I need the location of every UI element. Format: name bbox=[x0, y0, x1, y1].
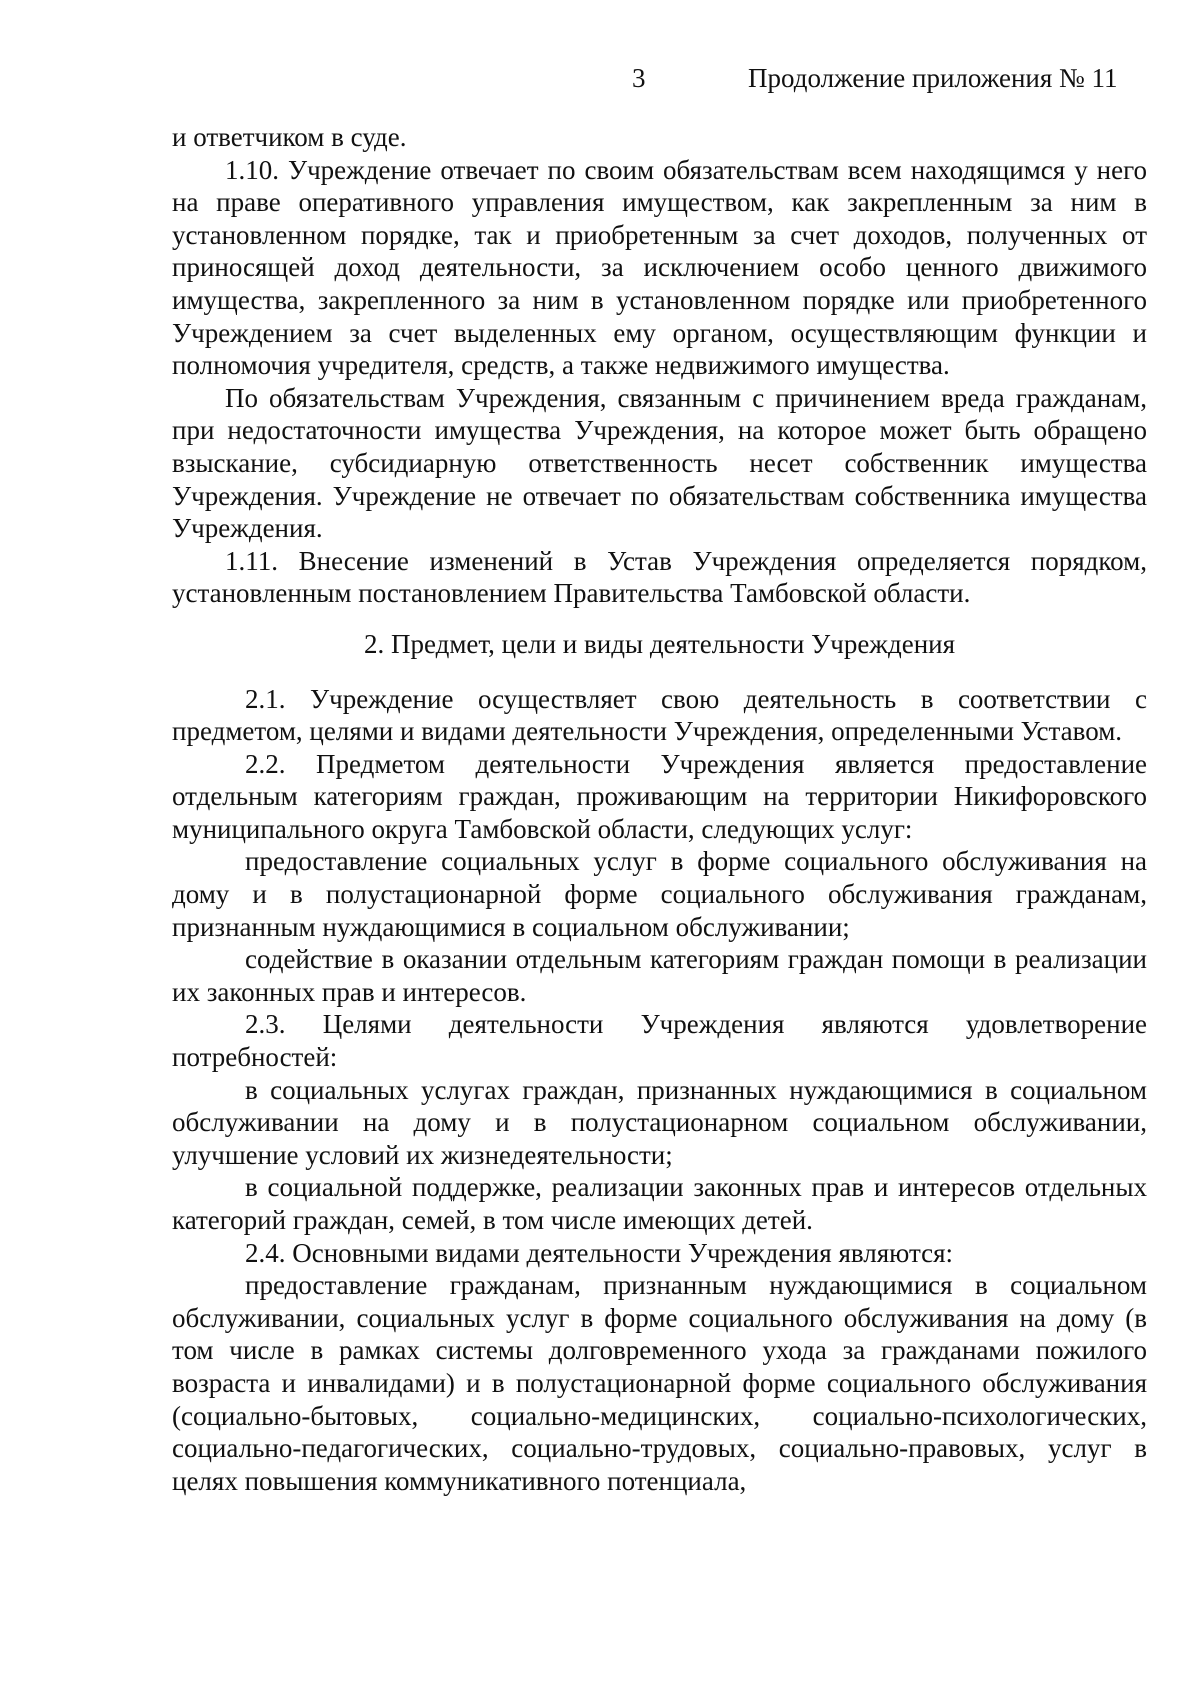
paragraph: 2.2. Предметом деятельности Учреждения является предоставление отдельным категориям граждан, проживающим на территории Никифоровского муниципального округа Тамбовской области, следующих услуг: bbox=[172, 748, 1147, 844]
paragraph: содействие в оказании отдельным категориям граждан помощи в реализации их законных прав и интересов. bbox=[172, 944, 1147, 1007]
page-header bbox=[0, 58, 1200, 98]
document-body bbox=[172, 121, 1147, 1497]
paragraph: в социальной поддержке, реализации законных прав и интересов отдельных категорий граждан, семей, в том числе имеющих детей. bbox=[172, 1172, 1147, 1235]
paragraph: в социальных услугах граждан, признанных нуждающимися в социальном обслуживании на дому и в полустационарном социальном обслуживании, улучшение условий их жизнедеятельности; bbox=[172, 1074, 1147, 1170]
paragraph: 2.4. Основными видами деятельности Учреждения являются: bbox=[245, 1237, 953, 1268]
paragraph: 2.1. Учреждение осуществляет свою деятельность в соответствии с предметом, целями и видами деятельности Учреждения, определенными Уставом. bbox=[172, 683, 1147, 747]
paragraph: предоставление социальных услуг в форме социального обслуживания на дому и в полустационарной форме социального обслуживания гражданам, признанным нуждающимися в социальном обслуживании; bbox=[172, 846, 1147, 942]
section-heading: 2. Предмет, цели и виды деятельности Учреждения bbox=[363, 628, 956, 659]
appendix-label: Продолжение приложения № 11 bbox=[748, 63, 1118, 93]
paragraph: 1.10. Учреждение отвечает по своим обязательствам всем находящимся у него на праве оперативного управления имуществом, как закрепленным за ним в установленном порядке, так и приобретенным за счет доходов, полученных от приносящей доход деятельности, за исключением особо ценного движимого имущества, закрепленного за ним в установленном порядке или приобретенного Учреждением за счет выделенных ему органом, осуществляющим функции и полномочия учредителя, средств, а также недвижимого имущества. bbox=[172, 154, 1147, 381]
paragraph: 1.11. Внесение изменений в Устав Учреждения определяется порядком, установленным постановлением Правительства Тамбовской области. bbox=[172, 545, 1147, 609]
paragraph: и ответчиком в суде. bbox=[172, 122, 407, 152]
page-number: 3 bbox=[632, 63, 646, 93]
paragraph: По обязательствам Учреждения, связанным с причинением вреда гражданам, при недостаточности имущества Учреждения, на которое может быть обращено взыскание, субсидиарную ответственность несет собственник имущества Учреждения. Учреждение не отвечает по обязательствам собственника имущества Учреждения. bbox=[172, 382, 1147, 544]
paragraph: предоставление гражданам, признанным нуждающимися в социальном обслуживании, социальных услуг в форме социального обслуживания на дому (в том числе в рамках системы долговременного ухода за гражданами пожилого возраста и инвалидами) и в полустационарной форме социального обслуживания (социально-бытовых, социально-медицинских, социально-психологических, социально-педагогических, социально-трудовых, социально-правовых, услуг в целях повышения коммуникативного потенциала, bbox=[172, 1270, 1147, 1496]
paragraph: 2.3. Целями деятельности Учреждения являются удовлетворение потребностей: bbox=[172, 1009, 1147, 1073]
